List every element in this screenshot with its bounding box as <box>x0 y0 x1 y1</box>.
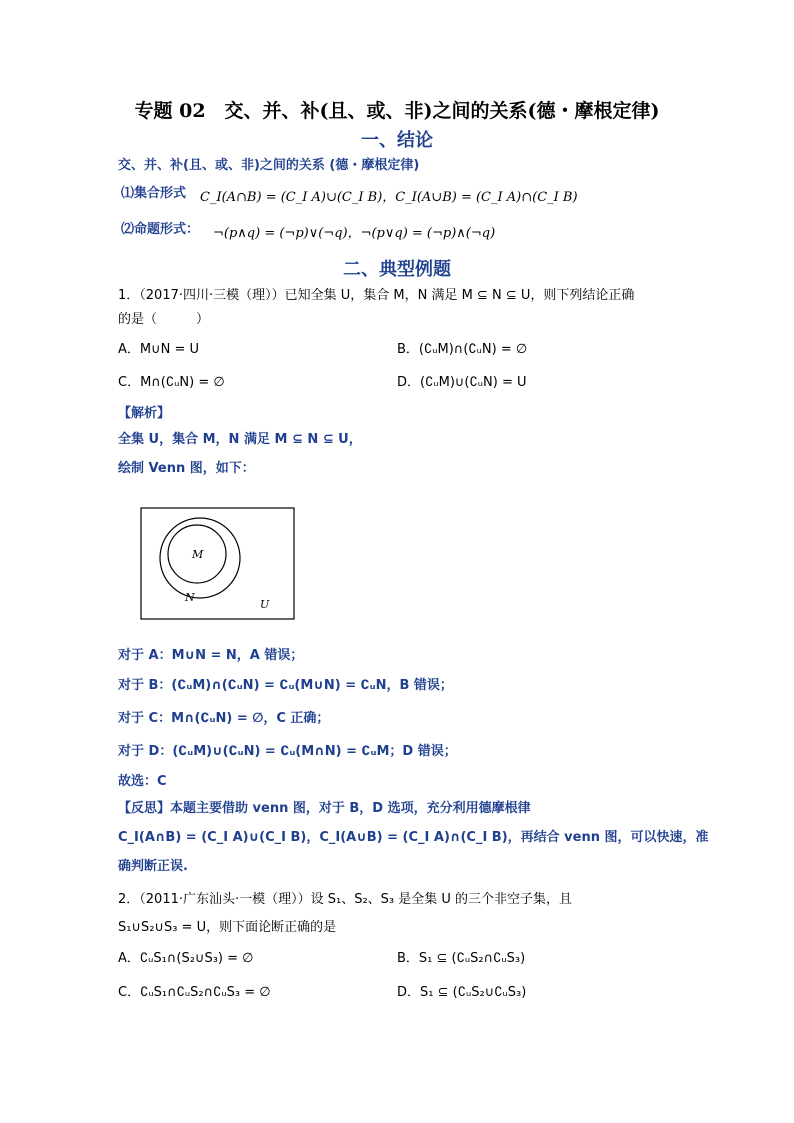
q1-analysis-tag: 【解析】 <box>118 406 171 421</box>
q1-reflection-line2: C_I(A∩B) = (C_I A)∪(C_I B)，C_I(A∪B) = (C_I A)∩(C_I B)，再结合 venn 图，可以快速，准 <box>118 830 709 845</box>
q1-analysis-line1: 全集 U，集合 M，N 满足 M ⊆ N ⊆ U， <box>118 432 362 447</box>
venn-universe-box <box>141 508 294 619</box>
page-title: 专题 02 交、并、补(且、或、非)之间的关系(德・摩根定律) <box>134 100 660 122</box>
conclusion-intro: 交、并、补(且、或、非)之间的关系 (德・摩根定律) <box>118 158 420 173</box>
q1-answer: 故选：C <box>118 774 167 789</box>
q1-reflection-line1: 【反思】本题主要借助 venn 图，对于 B，D 选项，充分利用德摩根律 <box>118 801 531 816</box>
q1-for-d: 对于 D：(∁ᵤM)∪(∁ᵤN) = ∁ᵤ(M∩N) = ∁ᵤM；D 错误； <box>118 744 457 759</box>
q2-option-b: B．S₁ ⊆ (∁ᵤS₂∩∁ᵤS₃) <box>397 951 526 966</box>
q1-option-a: A．M∪N = U <box>118 342 200 357</box>
set-form-formula: C_I(A∩B) = (C_I A)∪(C_I B)，C_I(A∪B) = (C_I A)∩(C_I B) <box>200 190 578 205</box>
q1-stem-line1: 1．（2017·四川·三模（理））已知全集 U，集合 M，N 满足 M ⊆ N ⊆ U，则下列结论正确 <box>118 288 635 303</box>
q1-for-c: 对于 C：M∩(∁ᵤN) = ∅，C 正确； <box>118 711 330 726</box>
q1-reflection-line3: 确判断正误. <box>118 859 188 874</box>
venn-diagram <box>140 507 296 621</box>
q2-option-d: D．S₁ ⊆ (∁ᵤS₂∪∁ᵤS₃) <box>397 985 527 1000</box>
q1-option-d: D．(∁ᵤM)∪(∁ᵤN) = U <box>397 375 527 390</box>
q2-option-a: A．∁ᵤS₁∩(S₂∪S₃) = ∅ <box>118 951 254 966</box>
q1-stem-line2: 的是（ ） <box>118 312 210 327</box>
q2-stem-line1: 2．（2011·广东汕头·一模（理））设 S₁、S₂、S₃ 是全集 U 的三个非空子集，且 <box>118 892 573 907</box>
venn-label-u: U <box>260 598 270 611</box>
venn-label-m: M <box>192 548 204 561</box>
prop-form-label: ⑵命题形式： <box>121 222 200 237</box>
q2-option-c: C．∁ᵤS₁∩∁ᵤS₂∩∁ᵤS₃ = ∅ <box>118 985 271 1000</box>
q1-for-a: 对于 A：M∪N = N，A 错误； <box>118 648 304 663</box>
section-heading-conclusion: 一、结论 <box>361 130 433 151</box>
section-heading-examples: 二、典型例题 <box>343 259 451 280</box>
q1-for-b: 对于 B：(∁ᵤM)∩(∁ᵤN) = ∁ᵤ(M∪N) = ∁ᵤN，B 错误； <box>118 678 453 693</box>
prop-form-formula: ¬(p∧q) = (¬p)∨(¬q)，¬(p∨q) = (¬p)∧(¬q) <box>213 226 496 241</box>
q2-stem-line2: S₁∪S₂∪S₃ = U，则下面论断正确的是 <box>118 920 337 935</box>
q1-option-b: B．(∁ᵤM)∩(∁ᵤN) = ∅ <box>397 342 528 357</box>
set-form-label: ⑴集合形式 <box>121 186 187 201</box>
q1-option-c: C．M∩(∁ᵤN) = ∅ <box>118 375 225 390</box>
venn-label-n: N <box>185 591 195 604</box>
q1-analysis-line2: 绘制 Venn 图，如下： <box>118 461 255 476</box>
